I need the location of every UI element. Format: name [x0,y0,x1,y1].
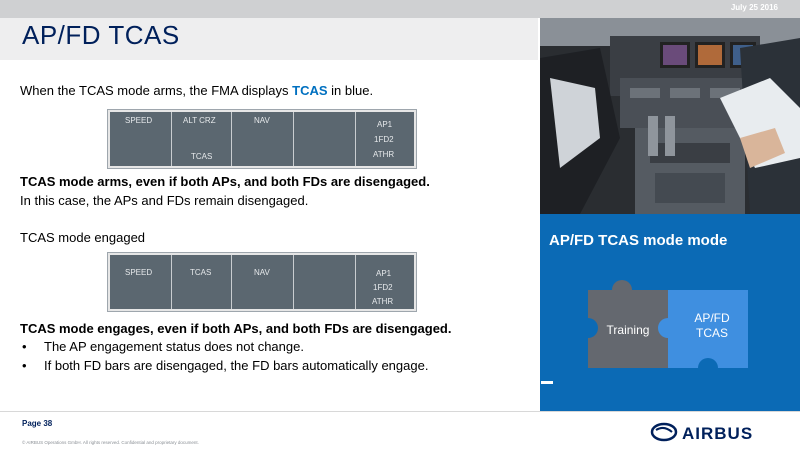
engaged-label: TCAS mode engaged [20,230,146,245]
fma-engaged-nav: NAV [254,268,270,277]
bullet-item: • If both FD bars are disengaged, the FD bars automatically engage. [22,358,428,377]
top-bar [0,0,800,18]
page-number: Page 38 [22,419,53,428]
engaged-bullets [22,339,428,377]
intro-line [20,83,373,98]
fma-armed-nav: NAV [254,116,270,125]
fma-armed-altcrz: ALT CRZ [183,116,216,125]
fma-engaged-col-speed [110,255,172,309]
slide-title: AP/FD TCAS [22,20,180,50]
puzzle-graphic [540,274,800,424]
fma-armed-tcas: TCAS [191,152,213,161]
fma-armed-speed: SPEED [125,116,153,125]
copyright-notice: © AIRBUS Operations GmbH. All rights reserved. Confidential and proprietary document. [22,440,199,445]
fma-engaged-display [108,253,416,311]
date-label: July 25 2016 [730,3,778,12]
side-panel [540,214,800,411]
armed-statement: TCAS mode arms, even if both APs, and both FDs are disengaged. [20,174,430,189]
fma-armed-fd: 1FD2 [374,135,394,144]
fma-armed-athr: ATHR [373,150,395,159]
intro-prefix: When the TCAS mode arms, the FMA displays [20,83,293,98]
puzzle-apfd-label: AP/FD [694,311,730,325]
fma-engaged-athr: ATHR [372,297,394,306]
fma-engaged-tcas: TCAS [190,268,212,277]
footer [0,411,800,450]
airbus-logo [650,419,782,445]
side-panel-title: AP/FD TCAS mode mode [549,232,728,249]
fma-engaged-fd: 1FD2 [373,283,393,292]
puzzle-tcas-label: TCAS [695,326,729,340]
fma-armed-ap1: AP1 [377,120,393,129]
fma-engaged-ap1: AP1 [376,269,392,278]
fma-engaged-speed: SPEED [125,268,153,277]
airbus-logo-text: AIRBUS [682,424,754,443]
fma-engaged-col-blank [294,255,356,309]
fma-engaged-col-lateral [232,255,294,309]
cockpit-photo [540,18,800,214]
bullet-item: • The AP engagement status does not change. [22,339,428,358]
cockpit-illustration [540,18,800,214]
armed-note: In this case, the APs and FDs remain disengaged. [20,193,309,208]
intro-suffix: in blue. [327,83,374,98]
fma-engaged-col-vertical [172,255,232,309]
fma-armed-display [108,110,416,168]
panel-dash [541,381,553,384]
engaged-statement: TCAS mode engages, even if both APs, and both FDs are disengaged. [20,321,452,336]
intro-tcas-highlight: TCAS [292,83,328,98]
puzzle-training-label: Training [606,323,650,337]
airbus-logo-icon [652,424,676,440]
fma-armed-col-blank [294,112,356,166]
